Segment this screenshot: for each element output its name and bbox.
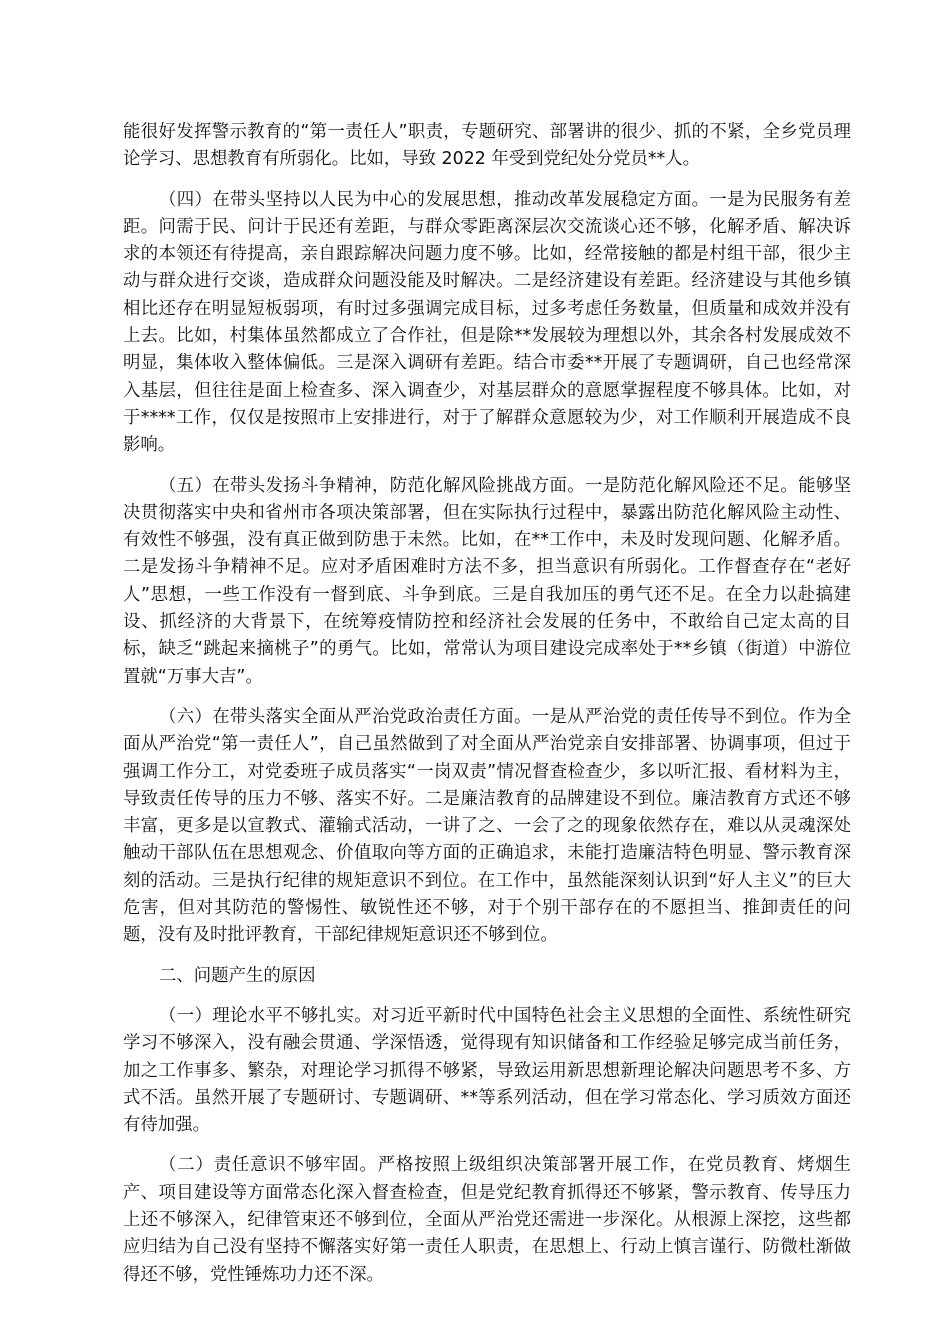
paragraph-cause-2: （二）责任意识不够牢固。严格按照上级组织决策部署开展工作，在党员教育、烤烟生产、项目建设等方面常态化深入督查检查，但是党纪教育抓得还不够紧，警示教育、传导压力上还不够深入，纪律管束还不够到位，全面从严治党还需进一步深化。从根源上深挖，这些都应归结为自己没有坚持不懈落实好第一责任人职责，在思想上、行动上慎言谨行、防微杜渐做得还不够，党性锤炼功力还不深。 — [123, 1155, 851, 1285]
paragraph-cause-1: （一）理论水平不够扎实。对习近平新时代中国特色社会主义思想的全面性、系统性研究学习不够深入，没有融会贯通、学深悟透，觉得现有知识储备和工作经验足够完成当前任务，加之工作事多、繁杂，对理论学习抓得不够紧，导致运用新思想新理论解决问题思考不多、方式不活。虽然开展了专题研讨、专题调研、**等系列活动，但在学习常态化、学习质效方面还有待加强。 — [123, 1005, 851, 1136]
section-heading-causes: 二、问题产生的原因 — [159, 965, 316, 986]
paragraph-continuation: 能很好发挥警示教育的“第一责任人”职责，专题研究、部署讲的很少、抓的不紧，全乡党员理论学习、思想教育有所弱化。比如，导致 2022 年受到党纪处分党员**人。 — [123, 122, 851, 170]
document-body — [123, 119, 851, 1302]
paragraph-section-5: （五）在带头发扬斗争精神，防范化解风险挑战方面。一是防范化解风险还不足。能够坚决贯彻落实中央和省州市各项决策部署，但在实际执行过程中，暴露出防范化解风险主动性、有效性不够强，没有真正做到防患于未然。比如，在**工作中，未及时发现问题、化解矛盾。二是发扬斗争精神不足。应对矛盾困难时方法不多，担当意识有所弱化。工作督查存在“老好人”思想，一些工作没有一督到底、斗争到底。三是自我加压的勇气还不足。在全力以赴搞建设、抓经济的大背景下，在统筹疫情防控和经济社会发展的任务中，不敢给自己定太高的目标，缺乏“跳起来摘桃子”的勇气。比如，常常认为项目建设完成率处于**乡镇（街道）中游位置就“万事大吉”。 — [123, 475, 851, 687]
paragraph-section-4: （四）在带头坚持以人民为中心的发展思想，推动改革发展稳定方面。一是为民服务有差距。问需于民、问计于民还有差距，与群众零距离深层次交流谈心还不够，化解矛盾、解决诉求的本领还有待提高，亲自跟踪解决问题力度不够。比如，经常接触的都是村组干部，很少主动与群众进行交谈，造成群众问题没能及时解决。二是经济建设有差距。经济建设与其他乡镇相比还存在明显短板弱项，有时过多强调完成目标，过多考虑任务数量，但质量和成效并没有上去。比如，村集体虽然都成立了合作社，但是除**发展较为理想以外，其余各村发展成效不明显，集体收入整体偏低。三是深入调研有差距。结合市委**开展了专题调研，自己也经常深入基层，但往往是面上检查多、深入调查少，对基层群众的意愿掌握程度不够具体。比如，对于****工作，仅仅是按照市上安排进行，对于了解群众意愿较为少，对工作顺利开展造成不良影响。 — [123, 189, 851, 456]
paragraph-section-6: （六）在带头落实全面从严治党政治责任方面。一是从严治党的责任传导不到位。作为全面从严治党“第一责任人”，自己虽然做到了对全面从严治党亲自安排部署、协调事项，但过于强调工作分工，对党委班子成员落实“一岗双责”情况督查检查少，多以听汇报、看材料为主，导致责任传导的压力不够、落实不好。二是廉洁教育的品牌建设不到位。廉洁教育方式还不够丰富，更多是以宣教式、灌输式活动，一讲了之、一会了之的现象依然存在，难以从灵魂深处触动干部队伍在思想观念、价值取向等方面的正确追求，未能打造廉洁特色明显、警示教育深刻的活动。三是执行纪律的规矩意识不到位。在工作中，虽然能深刻认识到“好人主义”的巨大危害，但对其防范的警惕性、敏锐性还不够，对于个别干部存在的不愿担当、推卸责任的问题，没有及时批评教育，干部纪律规矩意识还不够到位。 — [123, 706, 851, 946]
